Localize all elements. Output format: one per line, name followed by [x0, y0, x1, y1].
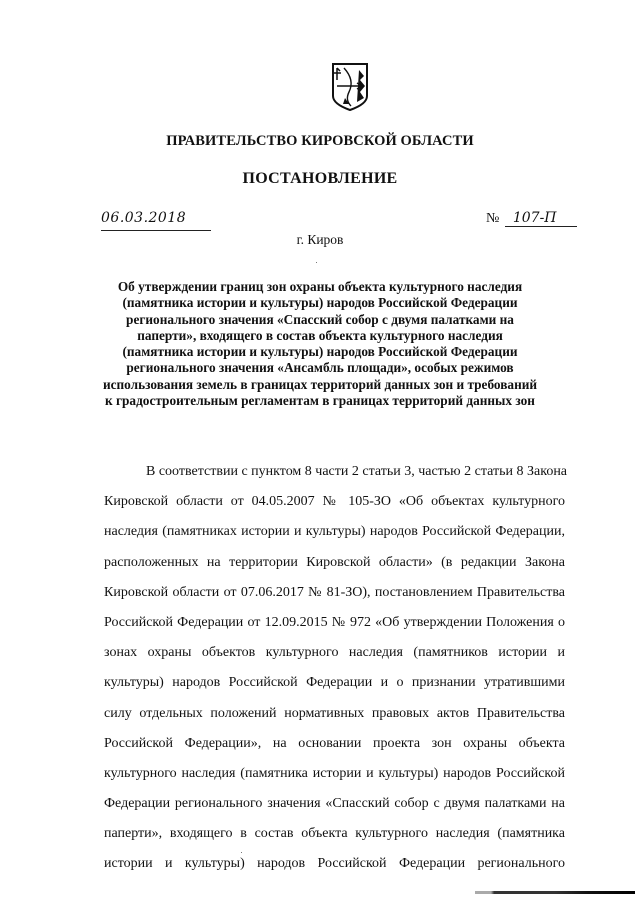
title-line: (памятника истории и культуры) народов Российской Федерации — [122, 295, 518, 311]
body-line: Кировской области от 04.05.2007 № 105-ЗО «Об объектах культурного — [104, 494, 565, 510]
number-sign: № — [486, 211, 500, 226]
title-line: использования земель в границах территорий данных зон и требований — [102, 376, 538, 392]
government-name: ПРАВИТЕЛЬСТВО КИРОВСКОЙ ОБЛАСТИ — [166, 133, 474, 149]
number-value: 107-П — [505, 210, 577, 227]
body-line: В соответствии с пунктом 8 части 2 статьи 3, частью 2 статьи 8 Закона — [146, 464, 568, 479]
scan-speck — [316, 262, 317, 263]
body-paragraph — [104, 457, 568, 880]
document-title — [100, 279, 540, 409]
title-line: (памятника истории и культуры) народов Российской Федерации — [122, 344, 518, 360]
document-number — [486, 210, 577, 230]
city-name: г. Киров — [296, 232, 344, 247]
title-line: регионального значения «Спасский собор с двумя палатками на — [126, 311, 514, 327]
body-line: расположенных на территории Кировской области» (в редакции Закона — [104, 554, 565, 570]
body-line: паперти», входящего в состав объекта культурного наследия (памятника — [104, 826, 565, 842]
body-line: Кировской области от 07.06.2017 № 81-ЗО), постановлением Правительства — [104, 584, 565, 600]
document-date: 06.03.2018 — [101, 210, 211, 231]
title-line: паперти», входящего в состав объекта культурного наследия — [137, 327, 503, 343]
title-line: к градостроительным регламентам в границах территорий данных зон — [105, 393, 535, 409]
document-type: ПОСТАНОВЛЕНИЕ — [242, 170, 398, 187]
title-line: Об утверждении границ зон охраны объекта культурного наследия — [117, 279, 523, 294]
scan-speck — [241, 852, 242, 853]
body-line: культурного наследия (памятника истории и культуры) народов Российской — [104, 765, 565, 781]
body-line: Российской Федерации», на основании проекта зон охраны объекта — [104, 735, 565, 751]
body-line: наследия (памятниках истории и культуры) народов Российской Федерации, — [104, 524, 565, 540]
coat-of-arms-icon — [331, 62, 369, 112]
scan-edge-line — [475, 891, 635, 894]
body-line: культуры) народов Российской Федерации и о признании утратившими — [104, 675, 565, 691]
title-line: регионального значения «Ансамбль площади», особых режимов — [126, 360, 514, 376]
body-line: зонах охраны объектов культурного наследия (памятников истории и — [104, 645, 565, 661]
body-line: силу отдельных положений нормативных правовых актов Правительства — [104, 705, 565, 721]
body-line: Федерации регионального значения «Спасский собор с двумя палатками на — [104, 796, 565, 812]
body-line: истории и культуры) народов Российской Федерации регионального — [104, 856, 565, 872]
body-line: Российской Федерации от 12.09.2015 № 972 «Об утверждении Положения о — [104, 614, 565, 630]
